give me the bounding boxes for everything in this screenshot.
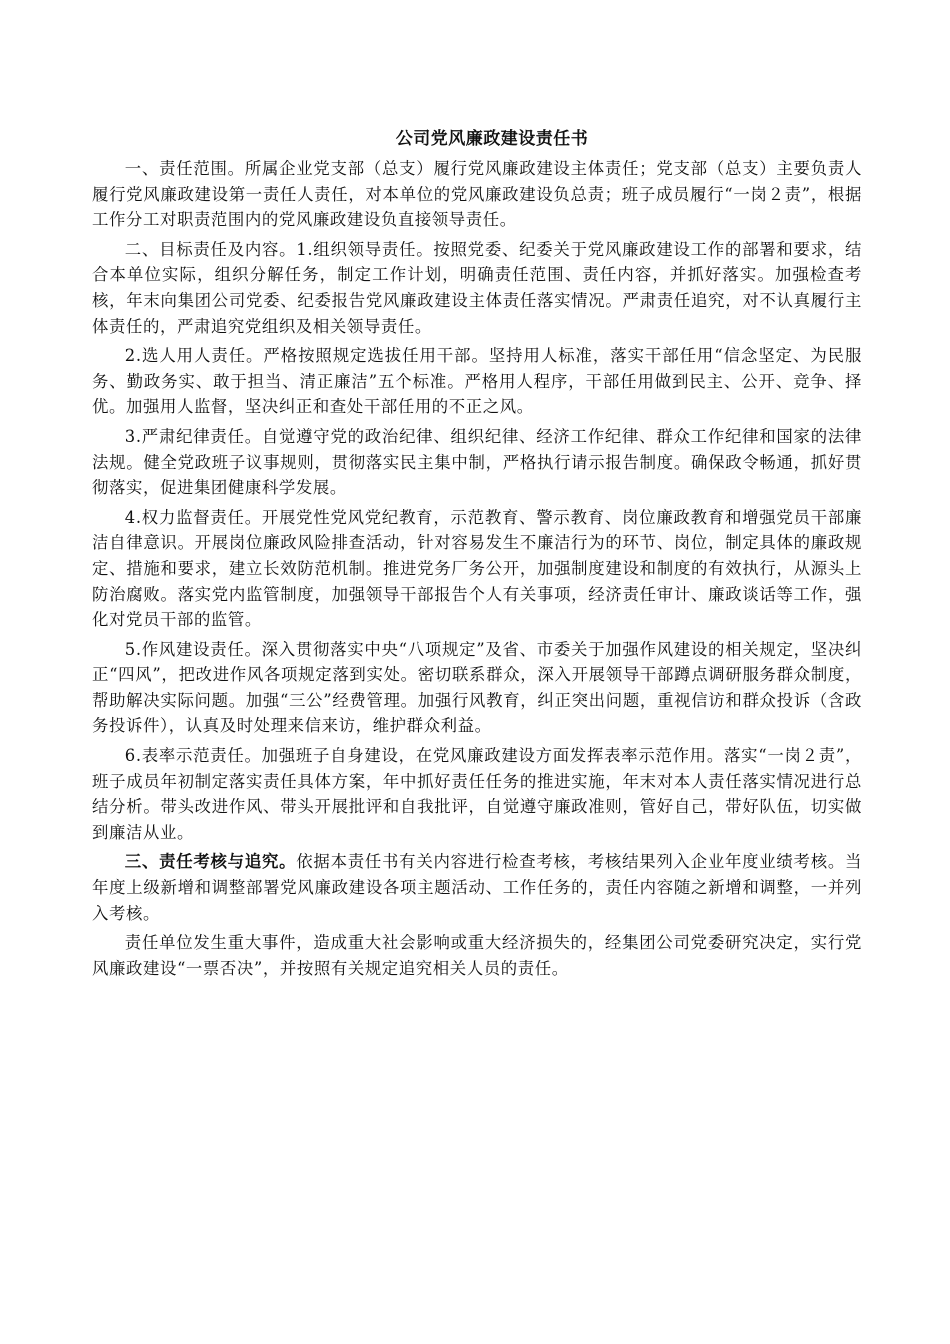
paragraph-leadership xyxy=(92,237,862,339)
paragraph-personnel xyxy=(92,343,862,420)
paragraph-veto xyxy=(92,930,862,981)
document-page xyxy=(92,126,862,985)
paragraph-work-style xyxy=(92,637,862,739)
paragraph-text: 6.表率示范责任。加强班子自身建设，在党风廉政建设方面发挥表率示范作用。落实“一岗２责”，班子成员年初制定落实责任具体方案，年中抓好责任任务的推进实施，年末对本人责任落实情况进行总结分析。带头改进作风、带头开展批评和自我批评，自觉遵守廉政准则，管好自己，带好队伍，切实做到廉洁从业。 xyxy=(92,746,862,842)
paragraph-text: 责任单位发生重大事件，造成重大社会影响或重大经济损失的，经集团公司党委研究决定，实行党风廉政建设“一票否决”，并按照有关规定追究相关人员的责任。 xyxy=(92,933,862,978)
document-title: 公司党风廉政建设责任书 xyxy=(395,129,589,149)
paragraph-supervision xyxy=(92,505,862,633)
paragraph-text: 2.选人用人责任。严格按照规定选拔任用干部。坚持用人标准，落实干部任用“信念坚定、为民服务、勤政务实、敢于担当、清正廉洁”五个标准。严格用人程序，干部任用做到民主、公开、竞争、择优。加强用人监督，坚决纠正和查处干部任用的不正之风。 xyxy=(92,346,862,417)
paragraph-text: 二、目标责任及内容。1.组织领导责任。按照党委、纪委关于党风廉政建设工作的部署和要求，结合本单位实际，组织分解任务，制定工作计划，明确责任范围、责任内容，并抓好落实。加强检查考核，年末向集团公司党委、纪委报告党风廉政建设主体责任落实情况。严肃责任追究，对不认真履行主体责任的，严肃追究党组织及相关领导责任。 xyxy=(92,239,862,336)
paragraph-text: 一、责任范围。所属企业党支部（总支）履行党风廉政建设主体责任；党支部（总支）主要负责人履行党风廉政建设第一责任人责任，对本单位的党风廉政建设负总责；班子成员履行“一岗２责”，根据工作分工对职责范围内的党风廉政建设负直接领导责任。 xyxy=(92,159,862,230)
paragraph-text: 4.权力监督责任。开展党性党风党纪教育，示范教育、警示教育、岗位廉政教育和增强党员干部廉洁自律意识。开展岗位廉政风险排查活动，针对容易发生不廉洁行为的环节、岗位，制定具体的廉政规定、措施和要求，建立长效防范机制。推进党务厂务公开，加强制度建设和制度的有效执行，从源头上防治腐败。落实党内监管制度，加强领导干部报告个人有关事项，经济责任审计、廉政谈话等工作，强化对党员干部的监管。 xyxy=(92,507,862,630)
paragraph-text: 5.作风建设责任。深入贯彻落实中央“八项规定”及省、市委关于加强作风建设的相关规定，坚决纠正“四风”，把改进作风各项规定落到实处。密切联系群众，深入开展领导干部蹲点调研服务群众制度，帮助解决实际问题。加强“三公”经费管理。加强行风教育，纠正突出问题，重视信访和群众投诉（含政务投诉件），认真及时处理来信来访，维护群众利益。 xyxy=(92,639,862,736)
section-heading: 三、责任考核与追究。 xyxy=(124,852,297,872)
paragraph-text: 依据本责任书有关内容进行检查考核，考核结果列入企业年度业绩考核。当年度上级新增和调整部署党风廉政建设各项主题活动、工作任务的，责任内容随之新增和调整，一并列入考核。 xyxy=(92,852,862,923)
paragraph-text: 3.严肃纪律责任。自觉遵守党的政治纪律、组织纪律、经济工作纪律、群众工作纪律和国家的法律法规。健全党政班子议事规则，贯彻落实民主集中制，严格执行请示报告制度。确保政令畅通，抓好贯彻落实，促进集团健康科学发展。 xyxy=(92,426,862,498)
paragraph-assessment xyxy=(92,849,862,926)
paragraph-exemplary xyxy=(92,743,862,845)
paragraph-discipline xyxy=(92,424,862,501)
paragraph-scope xyxy=(92,156,862,233)
